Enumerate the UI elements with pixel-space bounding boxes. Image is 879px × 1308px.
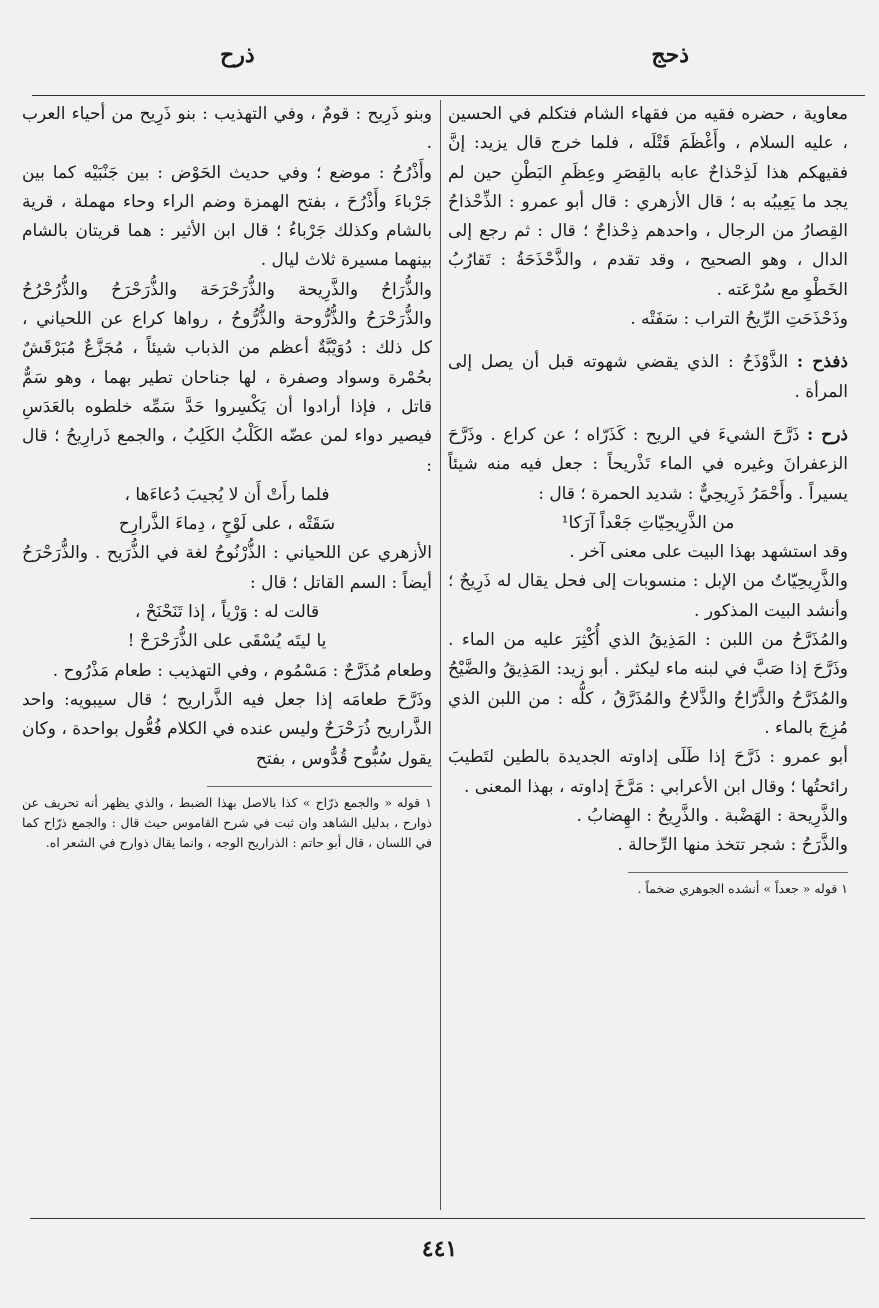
entry-head: ذرح : [807, 424, 848, 445]
verse: سَقَتْه ، على لَوْحٍ ، دِماءَ الذَّرارِح [118, 514, 336, 535]
left-column [22, 100, 432, 853]
entry-dharah [448, 421, 848, 509]
paragraph: والذَّرِيحِيّاتُ من الإبل : منسوبات إلى فحل يقال له ذَرِيحٌ ؛ وأنشد البيت المذكور . [448, 571, 848, 621]
paragraph: وطعام مُذَرَّحٌ : مَسْمُوم ، وفي التهذيب : طعام مَذْرُوح . [52, 660, 432, 681]
header-rule [32, 95, 865, 96]
footnote-rule [628, 872, 848, 873]
footer-rule [30, 1218, 865, 1219]
page-number: ٤٤١ [421, 1236, 458, 1262]
entry-text: الذَّوْذَحُ : الذي يقضي شهوته قبل أن يصل إلى المرأة . [448, 352, 848, 402]
footnote: ١ قوله « والجمع ذرّاح » كذا بالاصل بهذا الضبط ، والذي يظهر أنه تحريف عن ذوارح ، بدليل الشاهد وان ثبت في شرح القاموس حيث قال : والجمع ذرّاح كما في اللسان ، قال أبو حاتم : الذراريح الوجه ، وانما يقال ذوارح في الشعر اه. [22, 794, 432, 850]
paragraph: والذُّرَاحُ والذَّرِيحة والذُّرَحْرَحَة والذُّرَحْرَحُ والذُّرُحْرُحُ والذُّرَحْرَحُ والذُّرُّوحة والذُّرُّوحُ ، رواها كراع عن اللحياني ، كل ذلك : دُوَيْبَّةٌ أعظم من الذباب شيئاً ، مُجَزَّعٌ مُبَرْقَشٌ بحُمْرة وسواد وصفرة ، لها جناحان تطير بهما ، وهو سَمٌّ قاتل ، فإذا أرادوا أن يَكْسِروا حَدَّ سَمِّه خلطوه بالعَدَسِ فيصير دواء لمن عضّه الكَلْبُ الكَلِبُ ، والجمع ذَرارِيحُ ؛ قال : [22, 279, 432, 476]
paragraph: وبنو ذَرِيح : قومٌ ، وفي التهذيب : بنو ذَرِيح من أحياء العرب . [22, 104, 432, 154]
page-header-left: ذرح [220, 42, 255, 68]
footnote: ١ قوله « جعداً » أنشده الجوهري ضخماً . [637, 881, 848, 897]
verse: يا ليتَه يُسْقَى على الذُّرَحْرَحْ ! [127, 631, 327, 652]
page-header-right: ذحج [651, 42, 689, 68]
verse: قالت له : وَرْياً ، إذا تَنَحْنَحْ ، [134, 602, 320, 623]
column-divider [440, 100, 441, 1210]
paragraph: معاوية ، حضره فقيه من فقهاء الشام فتكلم في الحسين ، عليه السلام ، وأَغْظَمَ قَتْلَه ، فلما خرج قال يزيد: إنَّ فقيهكم هذا لَذِحْذاحٌ عابه بالقِصَرِ وعِظَمِ البَطْنِ حين لم يجد ما يَعِيبُه به ؛ قال الأزهري : قال أبو عمرو : الذِّحْذاحُ القِصارُ من الرجال ، واحدهم ذِحْذاحٌ ؛ قال : ثم رجع إلى الدال ، وهو الصحيح ، وقد تقدم ، والذَّحْذَحَةُ : تَقارُبُ الخَطْوِ مع سُرْعَته . [448, 104, 848, 300]
paragraph: والذَّرِيحة : الهَضْبة . والذَّرِيحُ : الهِضابُ . [576, 805, 848, 826]
entry-text: ذَرَّحَ الشيءَ في الريح : كَذَرّاه ؛ عن كراع . وذَرَّحَ الزعفرانَ وغيره في الماء تَذْريحاً : جعل فيه منه شيئاً يسيراً . وأَحْمَرُ ذَرِيحِيٌّ : شديد الحمرة ؛ قال : [448, 424, 848, 504]
paragraph: والمُذَرَّحُ من اللبن : المَذِيقُ الذي أُكْثِرَ عليه من الماء . وذَرَّحَ إذا صَبَّ في لبنه ماء ليكثر . أبو زيد: المَذِيقُ والضَّيْحُ والمُذَرَّحُ والذَّرّاحُ والذَّلاحُ والمُذَرَّقُ ، كلُّه : من اللبن الذي مُزِجَ بالماء . [448, 630, 848, 738]
verse: فلما رأَتْ أَن لا يُجيبَ دُعاءَها ، [124, 484, 330, 505]
verse: من الذَّرِيحِيّاتِ جَعْداً آرَكا¹ [561, 512, 735, 533]
entry-head: ذفذح : [796, 352, 848, 373]
footnote-rule [207, 786, 433, 787]
entry-dhafadh [448, 348, 848, 407]
paragraph: وذَحْذَحَتِ الرِّيحُ التراب : سَفَتْه . [630, 309, 848, 330]
right-column [448, 100, 848, 899]
paragraph: وأَذْرُحُ : موضع ؛ وفي حديث الحَوْض : بين جَنْبَيْه كما بين جَرْباءَ وأَذْرُحَ ، بفتح الهمزة وضم الراء وحاء مهملة ، قرية بالشام وكذلك جَرْباءُ ؛ قال ابن الأثير : هما قريتان بالشام بينهما مسيرة ثلاث ليال . [22, 162, 432, 271]
paragraph: وذَرَّحَ طعامَه إذا جعل فيه الذَّراريح ؛ قال سيبويه: واحد الذَّراريح ذُرَحْرَحٌ وليس عنده في الكلام فُعُّول بواحدة ، وكان يقول سُبُّوح قُدُّوس ، بفتح [22, 689, 432, 769]
paragraph: وقد استشهد بهذا البيت على معنى آخر . [569, 542, 848, 563]
paragraph: والذَّرَحُ : شجر تتخذ منها الرِّحالة . [617, 835, 848, 856]
paragraph: أبو عمرو : ذَرَّحَ إذا طَلَى إداوته الجديدة بالطين لتَطيبَ رائحتُها ؛ وقال ابن الأعرابي : مَرَّخَ إداوته ، بهذا المعنى . [448, 747, 848, 797]
paragraph: الأزهري عن اللحياني : الذُّرْنُوحُ لغة في الذُّرَيح . والذُّرَحْرَحُ أيضاً : السم القاتل ؛ قال : [22, 543, 432, 593]
